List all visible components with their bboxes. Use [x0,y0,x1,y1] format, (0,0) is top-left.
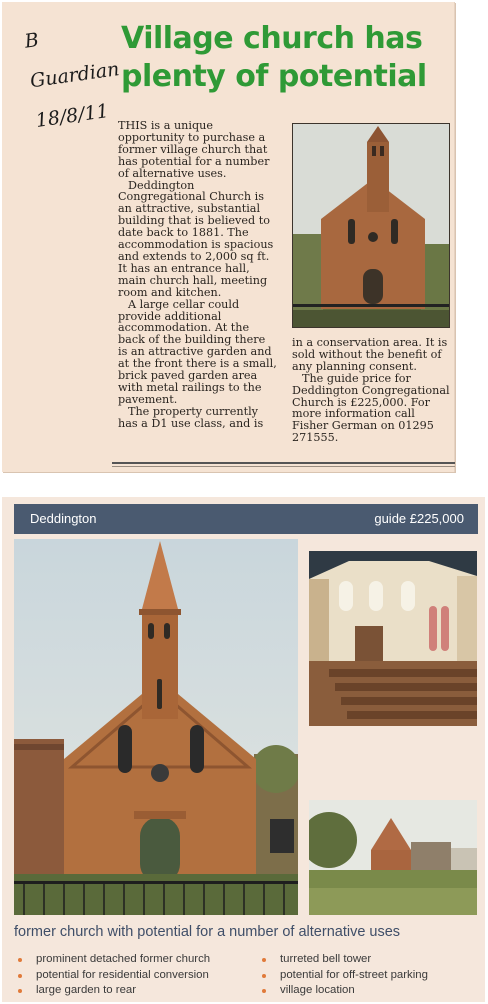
handwritten-source: B Guardian [23,28,121,93]
clipping-rule [112,466,455,467]
article-column-right [292,337,452,444]
feature-list-left [14,952,254,999]
feature-list-right [258,952,478,999]
article-headline: Village church has plenty of potential [121,21,427,94]
article-column-left [118,120,278,430]
feature-item: potential for residential conversion [14,968,254,984]
feature-item: prominent detached former church [14,952,254,968]
article-paragraph: Deddington Congregational Church is an attractive, substantial building that is believed to date back to 1881. The accommodation is spacious and extends to 2,000 sq ft. It has an entrance hall, main church hall, meeting room and kitchen. [118,178,274,299]
article-paragraph: in a conservation area. It is sold without the benefit of any planning consent. [292,336,448,373]
feature-item: turreted bell tower [258,952,478,968]
church-interior-photo [309,551,477,726]
listing-location: Deddington [30,511,97,526]
church-photo-small [292,123,450,328]
feature-item: potential for off-street parking [258,968,478,984]
article-paragraph: The property currently has a D1 use class, and is [118,404,264,430]
clipping-rule [112,462,455,464]
article-paragraph: The guide price for Deddington Congregational Church is £225,000. For more information call Fisher German on 01295 271555. [292,371,450,445]
church-rear-garden-photo [309,800,477,915]
listing-banner [14,504,478,534]
listing-price: guide £225,000 [374,511,464,526]
article-paragraph: THIS is a unique opportunity to purchase a former village church that has potential for a number of alternative uses. [118,119,270,180]
feature-item: village location [258,983,478,999]
listing-tagline: former church with potential for a number of alternative uses [14,924,401,940]
article-paragraph: A large cellar could provide additional accommodation. At the back of the building there is an attractive garden and at the front there is a small, brick paved garden area with metal railings to the pavement. [118,297,277,406]
feature-item: large garden to rear [14,983,254,999]
church-exterior-photo [14,539,298,915]
handwritten-date: 18/8/11 [34,99,110,132]
